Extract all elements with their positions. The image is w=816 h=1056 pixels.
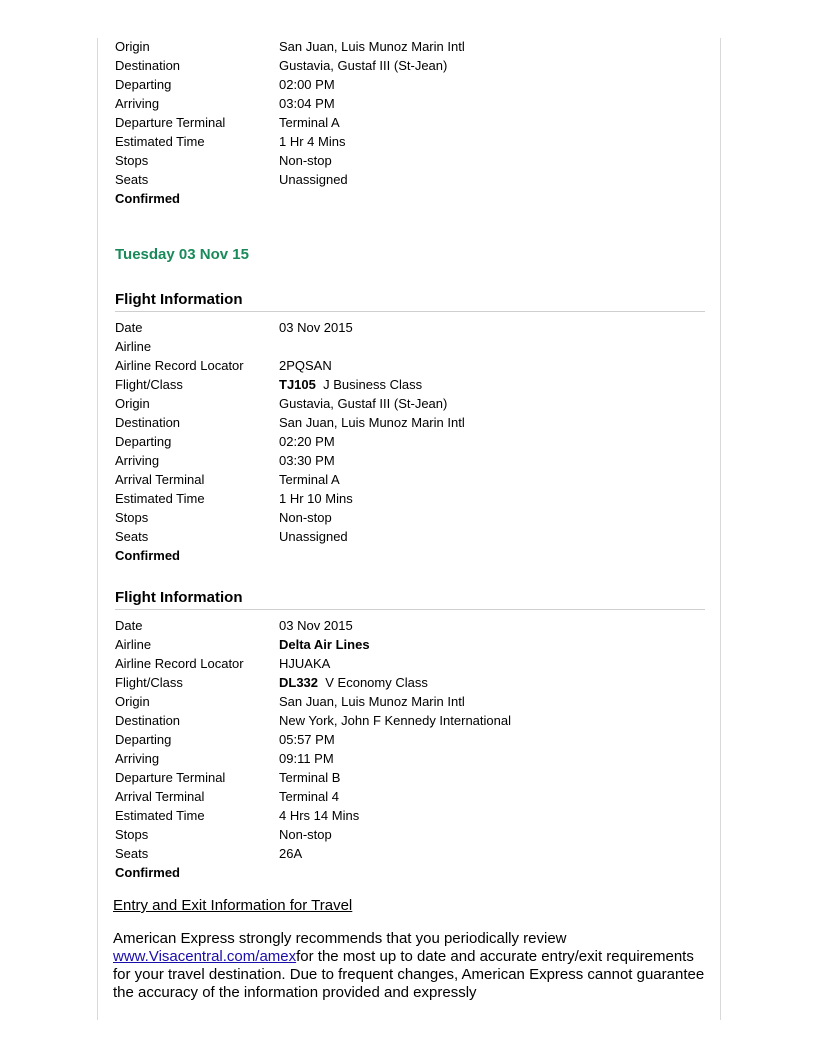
- day-heading: Tuesday 03 Nov 15: [115, 246, 249, 263]
- departing-row: Departing 05:57 PM: [115, 732, 335, 747]
- seats-row: Seats Unassigned: [115, 172, 348, 187]
- airline-row: Airline: [115, 339, 152, 354]
- date-row: Date 03 Nov 2015: [115, 618, 353, 633]
- flight-class-row: Flight/Class DL332 V Economy Class: [115, 675, 428, 690]
- cabin-class: J Business Class: [323, 377, 423, 392]
- estimated-time-row: Estimated Time 1 Hr 10 Mins: [115, 491, 353, 506]
- destination-row: Destination Gustavia, Gustaf III (St-Jean): [115, 58, 448, 73]
- date-row: Date 03 Nov 2015: [115, 320, 353, 335]
- estimated-time-row: Estimated Time 4 Hrs 14 Mins: [115, 808, 360, 823]
- seats-row: Seats 26A: [115, 846, 303, 861]
- seats-row: Seats Unassigned: [115, 529, 348, 544]
- arriving-row: Arriving 03:04 PM: [115, 96, 335, 111]
- flight-number: TJ105: [279, 377, 316, 392]
- cabin-class: V Economy Class: [325, 675, 428, 690]
- status-confirmed: Confirmed: [115, 548, 180, 563]
- record-locator-row: Airline Record Locator HJUAKA: [115, 656, 331, 671]
- stops-row: Stops Non-stop: [115, 153, 332, 168]
- stops-row: Stops Non-stop: [115, 510, 332, 525]
- airline-row: Airline Delta Air Lines: [115, 637, 370, 652]
- estimated-time-row: Estimated Time 1 Hr 4 Mins: [115, 134, 346, 149]
- destination-row: Destination New York, John F Kennedy International: [115, 713, 511, 728]
- itinerary-content: [115, 37, 705, 1002]
- origin-row: Origin San Juan, Luis Munoz Marin Intl: [115, 694, 465, 709]
- departure-terminal-row: Departure Terminal Terminal A: [115, 115, 340, 130]
- entry-exit-paragraph: American Express strongly recommends that you periodically review www.Visacentral.com/amexfor the most up to date and accurate entry/exit requirements for your travel destination. Due to frequent changes, American Express cannot guarantee the accuracy of the information provided and expressly: [113, 930, 705, 1001]
- section-title: Flight Information: [115, 289, 705, 312]
- flight-info-section-1: [115, 289, 705, 565]
- origin-row: Origin Gustavia, Gustaf III (St-Jean): [115, 396, 448, 411]
- record-locator-row: Airline Record Locator 2PQSAN: [115, 358, 332, 373]
- arrival-terminal-row: Arrival Terminal Terminal A: [115, 472, 340, 487]
- visacentral-link[interactable]: www.Visacentral.com/amex: [113, 948, 297, 965]
- arriving-row: Arriving 09:11 PM: [115, 751, 334, 766]
- arrival-terminal-row: Arrival Terminal Terminal 4: [115, 789, 339, 804]
- departing-row: Departing 02:00 PM: [115, 77, 335, 92]
- flight-info-section-2: [115, 587, 705, 882]
- departing-row: Departing 02:20 PM: [115, 434, 335, 449]
- section-title: Flight Information: [115, 587, 705, 610]
- origin-row: Origin San Juan, Luis Munoz Marin Intl: [115, 39, 465, 54]
- flight-number: DL332: [279, 675, 319, 690]
- arriving-row: Arriving 03:30 PM: [115, 453, 335, 468]
- stops-row: Stops Non-stop: [115, 827, 332, 842]
- flight-segment-continued: [115, 37, 705, 208]
- departure-terminal-row: Departure Terminal Terminal B: [115, 770, 341, 785]
- entry-exit-heading: Entry and Exit Information for Travel: [113, 897, 353, 914]
- flight-class-row: Flight/Class TJ105 J Business Class: [115, 377, 423, 392]
- status-confirmed: Confirmed: [115, 865, 180, 880]
- status-confirmed: Confirmed: [115, 191, 180, 206]
- destination-row: Destination San Juan, Luis Munoz Marin Intl: [115, 415, 465, 430]
